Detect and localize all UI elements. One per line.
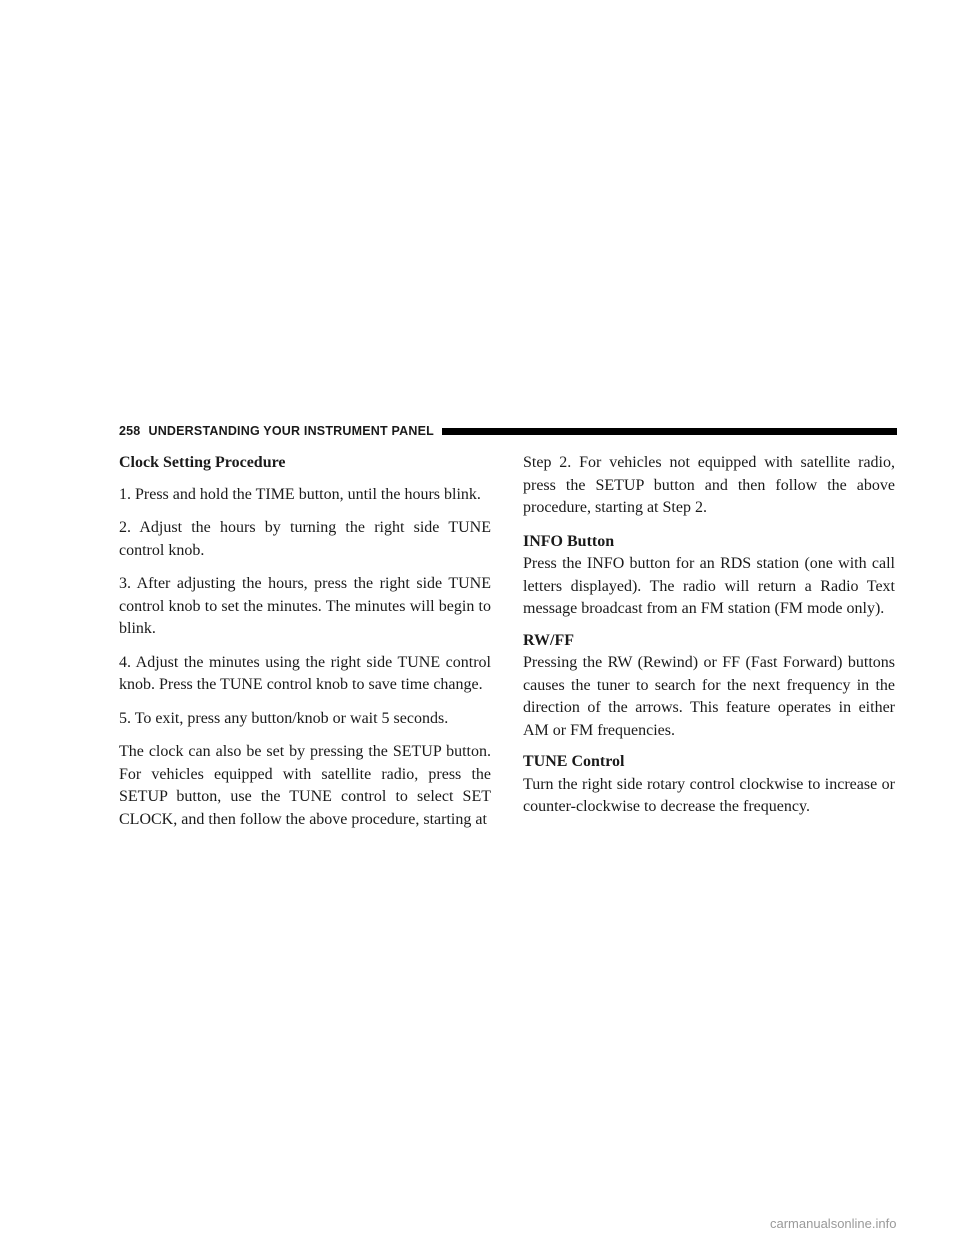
tune-control-section — [523, 751, 895, 819]
info-button-text: Press the INFO button for an RDS station (one with call letters displayed). The radio will return a Radio Text message broadcast from an FM station (FM mode only). — [523, 555, 895, 617]
tune-control-heading: TUNE Control — [523, 753, 625, 770]
step-1-paragraph: 1. Press and hold the TIME button, until the hours blink. — [119, 485, 481, 503]
rw-ff-section — [523, 630, 895, 743]
watermark: carmanualsonline.info — [770, 1216, 897, 1231]
page-header — [119, 421, 897, 441]
tune-control-text: Turn the right side rotary control clockwise to increase or counter-clockwise to decrease the frequency. — [523, 775, 895, 815]
setup-button-paragraph: The clock can also be set by pressing the SETUP button. For vehicles equipped with satellite radio, press the SETUP button, use the TUNE control to select SET CLOCK, and then follow the above procedure, starting at — [119, 743, 491, 828]
info-button-section — [523, 531, 895, 621]
continuation-paragraph: Step 2. For vehicles not equipped with satellite radio, press the SETUP button and then follow the above procedure, starting at Step 2. — [523, 454, 895, 516]
info-button-heading: INFO Button — [523, 532, 615, 550]
section-title: UNDERSTANDING YOUR INSTRUMENT PANEL — [148, 424, 434, 438]
step-2-paragraph: 2. Adjust the hours by turning the right side TUNE control knob. — [119, 519, 491, 559]
rw-ff-heading: RW/FF — [523, 631, 574, 649]
clock-setting-heading: Clock Setting Procedure — [119, 454, 286, 471]
left-column — [119, 452, 491, 842]
rw-ff-text: Pressing the RW (Rewind) or FF (Fast Forward) buttons causes the tuner to search for the next frequency in the direction of the arrows. This feature operates in either AM or FM frequencies. — [523, 654, 895, 739]
step-4-paragraph: 4. Adjust the minutes using the right side TUNE control knob. Press the TUNE control knob to save time change. — [119, 653, 491, 693]
header-rule — [442, 428, 897, 435]
right-column — [523, 452, 895, 828]
step-3-paragraph: 3. After adjusting the hours, press the right side TUNE control knob to set the minutes. The minutes will begin to blink. — [119, 575, 491, 637]
page-number: 258 — [119, 424, 141, 438]
step-5-paragraph: 5. To exit, press any button/knob or wait 5 seconds. — [119, 709, 449, 727]
